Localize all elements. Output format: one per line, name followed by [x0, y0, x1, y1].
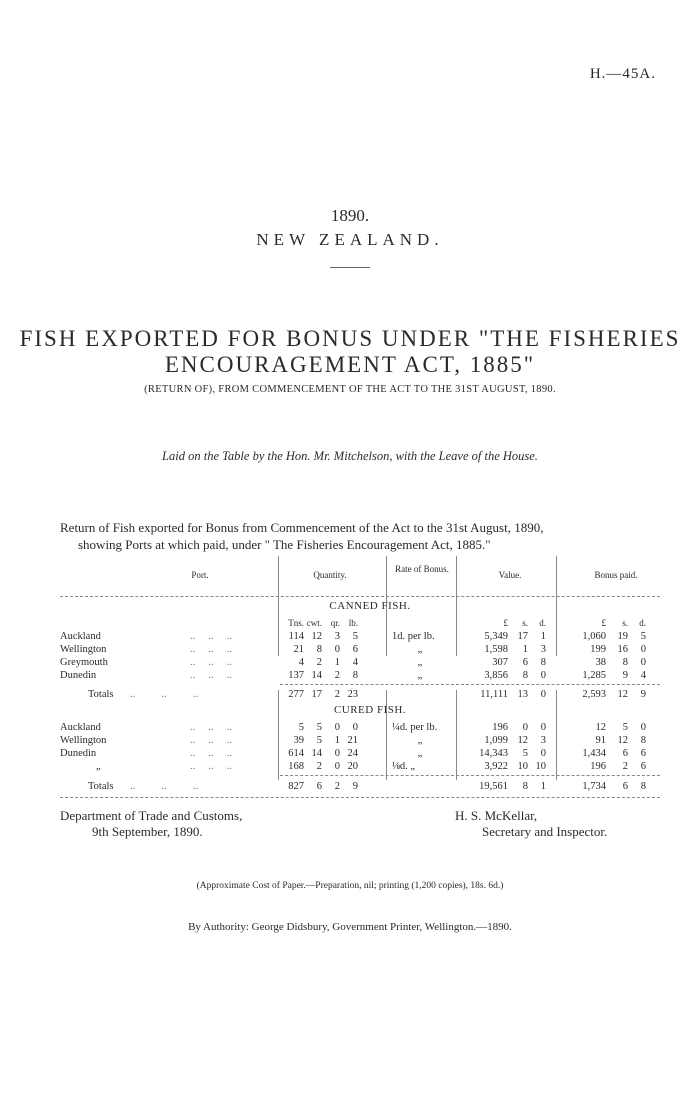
- document-reference: H.—45A.: [589, 66, 656, 82]
- qty-cell: 24: [347, 748, 358, 759]
- qty-cell: 1: [334, 657, 340, 668]
- value-cell: 3,922: [484, 761, 508, 772]
- value-cell: 17: [517, 631, 528, 642]
- value-cell: 0: [540, 670, 546, 681]
- bonus-cell: 38: [595, 657, 606, 668]
- country: NEW ZEALAND.: [256, 230, 444, 249]
- bonus-cell: 8: [622, 657, 628, 668]
- qty-cell: 614: [288, 748, 304, 759]
- bonus-cell: 4: [640, 670, 646, 681]
- value-cell: 14,343: [479, 748, 508, 759]
- value-cell: 0: [540, 722, 546, 733]
- bonus-cell: 1,734: [582, 781, 606, 792]
- value-cell: 0: [522, 722, 528, 733]
- bonus-cell: 8: [640, 781, 646, 792]
- leader-dots: .. .. ..: [190, 670, 232, 681]
- section-title-canned: CANNED FISH.: [329, 600, 411, 612]
- value-cell: 1: [540, 781, 546, 792]
- qty-cell: 137: [288, 670, 304, 681]
- qty-cell: 168: [288, 761, 304, 772]
- col-rule: [556, 690, 557, 780]
- port-cell: Dunedin: [60, 670, 97, 681]
- qty-cell: 0: [352, 722, 358, 733]
- value-cell: 8: [540, 657, 546, 668]
- rate-cell: „: [417, 657, 423, 668]
- qty-cell: 6: [352, 644, 358, 655]
- leader-dots: .. .. ..: [130, 781, 199, 792]
- qty-cell: 2: [316, 761, 322, 772]
- value-cell: 11,111: [480, 689, 508, 700]
- rate-cell: „: [417, 735, 423, 746]
- qty-cell: 14: [311, 748, 322, 759]
- port-cell: Dunedin: [60, 748, 97, 759]
- value-cell: 0: [540, 748, 546, 759]
- value-cell: 1,099: [484, 735, 508, 746]
- subtotal-rule: [280, 775, 660, 776]
- bonus-cell: 5: [622, 722, 628, 733]
- qty-cell: 21: [347, 735, 358, 746]
- totals-label: Totals: [88, 781, 114, 792]
- value-cell: 1: [522, 644, 528, 655]
- unit-label: qr.: [330, 618, 340, 628]
- leader-dots: .. .. ..: [190, 761, 232, 772]
- laid-note: Laid on the Table by the Hon. Mr. Mitchelson, with the Leave of the House.: [162, 449, 538, 463]
- signature-date: 9th September, 1890.: [92, 824, 203, 839]
- bonus-cell: 2: [622, 761, 628, 772]
- signatory-name: H. S. McKellar,: [455, 808, 538, 823]
- value-cell: 1,598: [484, 644, 508, 655]
- col-header-value: Value.: [498, 570, 522, 580]
- value-cell: 3: [540, 735, 546, 746]
- bonus-cell: 8: [640, 735, 646, 746]
- leader-dots: .. .. ..: [190, 735, 232, 746]
- value-cell: 3,856: [484, 670, 508, 681]
- value-cell: 196: [492, 722, 508, 733]
- value-cell: 6: [522, 657, 528, 668]
- port-cell: Auckland: [60, 722, 101, 733]
- title-line-2: ENCOURAGEMENT ACT, 1885": [164, 352, 536, 377]
- leader-dots: .. .. ..: [190, 722, 232, 733]
- bonus-cell: 9: [640, 689, 646, 700]
- value-cell: 0: [540, 689, 546, 700]
- port-cell: Auckland: [60, 631, 101, 642]
- value-cell: 10: [535, 761, 546, 772]
- unit-label: cwt.: [306, 618, 322, 628]
- qty-cell: 0: [334, 722, 340, 733]
- totals-label: Totals: [88, 689, 114, 700]
- bonus-cell: 196: [590, 761, 606, 772]
- value-cell: 1: [540, 631, 546, 642]
- title-divider: [330, 267, 370, 268]
- leader-dots: .. .. ..: [190, 631, 232, 642]
- value-cell: 5: [522, 748, 528, 759]
- qty-cell: 2: [334, 670, 340, 681]
- value-cell: 8: [522, 670, 528, 681]
- bonus-cell: 6: [640, 761, 646, 772]
- department: Department of Trade and Customs,: [60, 808, 243, 823]
- leader-dots: .. .. ..: [130, 689, 199, 700]
- col-rule: [556, 556, 557, 656]
- col-rule: [278, 690, 279, 780]
- bonus-cell: 12: [617, 689, 628, 700]
- qty-cell: 0: [334, 761, 340, 772]
- value-cell: 19,561: [479, 781, 508, 792]
- rate-cell: „: [417, 670, 423, 681]
- value-cell: 13: [517, 689, 528, 700]
- bonus-cell: 1,285: [582, 670, 606, 681]
- bonus-cell: 0: [640, 722, 646, 733]
- unit-label: s.: [622, 618, 628, 628]
- bonus-cell: 12: [617, 735, 628, 746]
- col-header-quantity: Quantity.: [313, 570, 347, 580]
- leader-dots: .. .. ..: [190, 644, 232, 655]
- qty-cell: 5: [298, 722, 304, 733]
- bonus-cell: 91: [595, 735, 606, 746]
- unit-label: £: [503, 618, 508, 628]
- cost-note: (Approximate Cost of Paper.—Preparation, nil; printing (1,200 copies), 18s. 6d.): [196, 881, 504, 891]
- table-bottom-rule: [60, 797, 660, 798]
- bonus-cell: 0: [640, 657, 646, 668]
- col-header-rate: Rate of Bonus.: [395, 564, 449, 574]
- col-header-bonus: Bonus paid.: [594, 570, 638, 580]
- qty-cell: 0: [334, 748, 340, 759]
- qty-cell: 2: [334, 689, 340, 700]
- qty-cell: 114: [288, 631, 304, 642]
- unit-label: d.: [639, 618, 646, 628]
- qty-cell: 20: [347, 761, 358, 772]
- bonus-cell: 9: [622, 670, 628, 681]
- rate-cell: „: [417, 644, 423, 655]
- qty-cell: 23: [347, 689, 358, 700]
- qty-cell: 4: [298, 657, 304, 668]
- qty-cell: 827: [288, 781, 304, 792]
- bonus-cell: 19: [617, 631, 628, 642]
- qty-cell: 8: [352, 670, 358, 681]
- col-rule: [278, 556, 279, 656]
- qty-cell: 2: [316, 657, 322, 668]
- qty-cell: 2: [334, 781, 340, 792]
- qty-cell: 9: [352, 781, 358, 792]
- subtitle: (RETURN OF), FROM COMMENCEMENT OF THE ACT TO THE 31ST AUGUST, 1890.: [144, 384, 556, 395]
- unit-label: s.: [522, 618, 528, 628]
- value-cell: 3: [540, 644, 546, 655]
- port-cell: Wellington: [60, 644, 107, 655]
- qty-cell: 6: [316, 781, 322, 792]
- title-line-1: FISH EXPORTED FOR BONUS UNDER "THE FISHERIES: [19, 326, 681, 351]
- bonus-cell: 1,060: [582, 631, 606, 642]
- return-heading-line-1: Return of Fish exported for Bonus from Commencement of the Act to the 31st August, 1890,: [60, 520, 544, 535]
- qty-cell: 0: [334, 644, 340, 655]
- section-title-cured: CURED FISH.: [333, 704, 407, 716]
- bonus-cell: 6: [622, 781, 628, 792]
- port-cell: Wellington: [60, 735, 107, 746]
- qty-cell: 21: [293, 644, 304, 655]
- qty-cell: 1: [334, 735, 340, 746]
- qty-cell: 4: [352, 657, 358, 668]
- qty-cell: 5: [316, 735, 322, 746]
- qty-cell: 5: [316, 722, 322, 733]
- rate-cell: ¼d. per lb.: [392, 722, 438, 733]
- unit-label: lb.: [348, 618, 358, 628]
- unit-label: £: [601, 618, 606, 628]
- qty-cell: 12: [311, 631, 322, 642]
- bonus-cell: 6: [622, 748, 628, 759]
- bonus-cell: 16: [617, 644, 628, 655]
- bonus-cell: 12: [595, 722, 606, 733]
- bonus-cell: 5: [640, 631, 646, 642]
- rate-cell: 1d. per lb.: [392, 631, 435, 642]
- signatory-position: Secretary and Inspector.: [482, 824, 608, 839]
- bonus-cell: 6: [640, 748, 646, 759]
- subtotal-rule: [280, 684, 660, 685]
- qty-cell: 8: [316, 644, 322, 655]
- value-cell: 12: [517, 735, 528, 746]
- qty-cell: 17: [311, 689, 322, 700]
- port-cell: Greymouth: [60, 657, 108, 668]
- printer-imprint: By Authority: George Didsbury, Government Printer, Wellington.—1890.: [188, 921, 512, 933]
- rate-cell: ⅛d. „: [392, 761, 416, 772]
- qty-cell: 3: [334, 631, 340, 642]
- bonus-cell: 1,434: [582, 748, 606, 759]
- year: 1890.: [330, 206, 370, 225]
- bonus-cell: 199: [590, 644, 606, 655]
- unit-label: Tns.: [288, 618, 304, 628]
- bonus-cell: 0: [640, 644, 646, 655]
- return-heading-line-2: showing Ports at which paid, under " The Fisheries Encouragement Act, 1885.": [78, 537, 491, 552]
- value-cell: 8: [522, 781, 528, 792]
- leader-dots: .. .. ..: [190, 657, 232, 668]
- qty-cell: 5: [352, 631, 358, 642]
- unit-label: d.: [539, 618, 546, 628]
- value-cell: 5,349: [484, 631, 508, 642]
- value-cell: 307: [492, 657, 508, 668]
- header-rule: [60, 596, 660, 597]
- leader-dots: .. .. ..: [190, 748, 232, 759]
- value-cell: 10: [517, 761, 528, 772]
- rate-cell: „: [417, 748, 423, 759]
- port-cell: „: [96, 761, 101, 772]
- qty-cell: 277: [288, 689, 304, 700]
- bonus-cell: 2,593: [582, 689, 606, 700]
- col-header-port: Port.: [191, 570, 209, 580]
- qty-cell: 14: [311, 670, 322, 681]
- qty-cell: 39: [293, 735, 304, 746]
